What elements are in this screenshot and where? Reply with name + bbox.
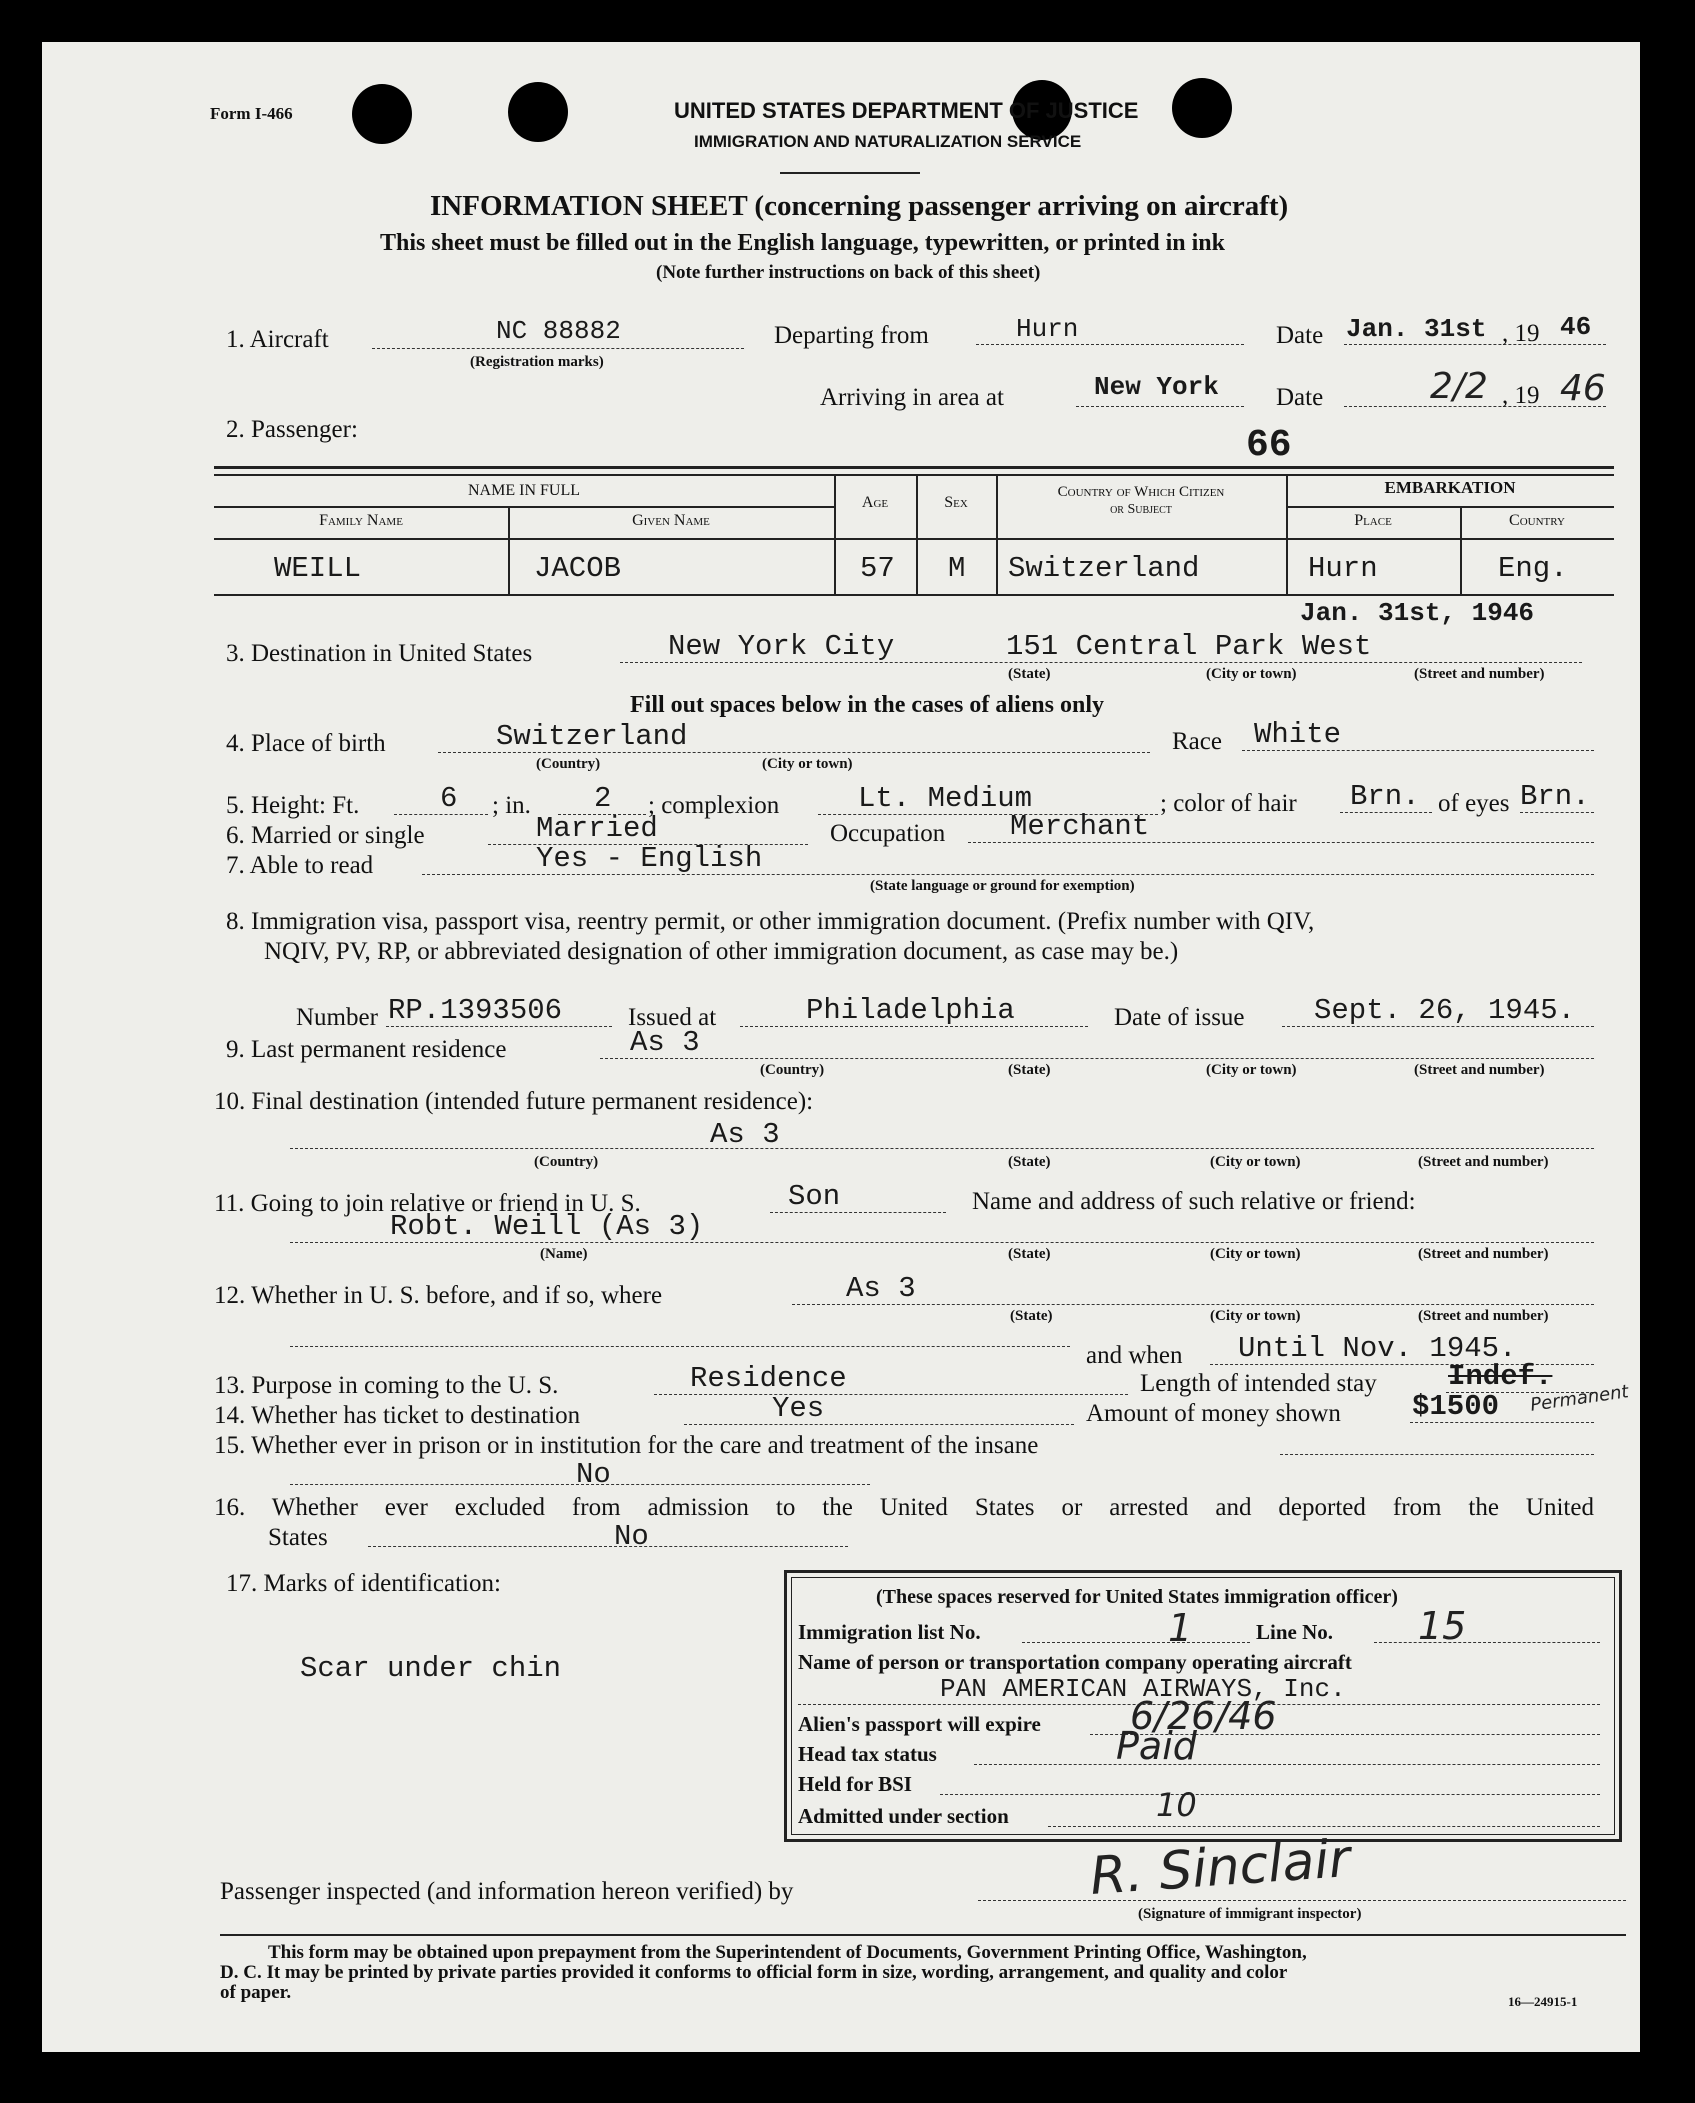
- country-caption: (Country): [760, 1062, 825, 1078]
- state-caption: (State): [1008, 666, 1051, 682]
- item12-label: 12. Whether in U. S. before, and if so, where: [214, 1282, 663, 1309]
- instructions-line: This sheet must be filled out in the English language, typewritten, or printed in ink: [380, 230, 1225, 256]
- registration-caption: (Registration marks): [470, 354, 604, 370]
- aliens-only-heading: Fill out spaces below in the cases of aliens only: [630, 692, 1105, 718]
- item10-label: 10. Final destination (intended future permanent residence):: [214, 1088, 814, 1115]
- country-caption: (Country): [534, 1154, 599, 1170]
- state-caption: (State): [1010, 1308, 1053, 1324]
- service-title: IMMIGRATION AND NATURALIZATION SERVICE: [694, 132, 1082, 151]
- sex-header: Sex: [944, 494, 968, 511]
- item16-label-2: States: [268, 1524, 328, 1551]
- departing-label: Departing from: [774, 322, 929, 349]
- marital-status-value: Married: [536, 812, 658, 845]
- item3-label: 3. Destination in United States: [226, 640, 533, 667]
- footer-line-2: D. C. It may be printed by private parties provided it conforms to official form in size, wording, arrangement, and quality and color: [220, 1962, 1288, 1983]
- money-value: $1500: [1412, 1390, 1500, 1423]
- line-no-label: Line No.: [1256, 1620, 1334, 1644]
- footer-line-3: of paper.: [220, 1982, 292, 2003]
- item8-text-2: NQIV, PV, RP, or abbreviated designation of other immigration document, as case may be.): [264, 938, 1179, 965]
- punch-hole: [1172, 78, 1232, 138]
- item4-label: 4. Place of birth: [226, 730, 386, 757]
- arrival-year-value: 46: [1560, 368, 1606, 409]
- company-label: Name of person or transportation company operating aircraft: [798, 1650, 1352, 1674]
- issued-at-value: Philadelphia: [806, 994, 1015, 1027]
- complexion-label: ; complexion: [648, 792, 780, 819]
- item1-label: 1. Aircraft: [226, 326, 329, 353]
- city-caption: (City or town): [1206, 666, 1297, 682]
- eyes-label: of eyes: [1438, 790, 1510, 817]
- street-caption: (Street and number): [1418, 1154, 1549, 1170]
- purpose-value: Residence: [690, 1362, 847, 1395]
- street-caption: (Street and number): [1414, 666, 1545, 682]
- hair-label: ; color of hair: [1160, 790, 1297, 817]
- embark-place-cell: Hurn: [1308, 552, 1378, 585]
- item9-label: 9. Last permanent residence: [226, 1036, 507, 1063]
- prison-value: No: [576, 1458, 611, 1491]
- inches-label: ; in.: [492, 792, 531, 819]
- street-caption: (Street and number): [1418, 1308, 1549, 1324]
- aircraft-registration-value: NC 88882: [496, 316, 621, 346]
- item14-label: 14. Whether has ticket to destination: [214, 1402, 581, 1429]
- city-caption: (City or town): [762, 756, 853, 772]
- arrival-date-value: 2/2: [1430, 366, 1488, 407]
- state-caption: (State): [1008, 1246, 1051, 1262]
- relative-address-label: Name and address of such relative or friend:: [972, 1188, 1416, 1215]
- item2-label: 2. Passenger:: [226, 416, 358, 443]
- item6-label: 6. Married or single: [226, 822, 425, 849]
- age-header: Age: [861, 494, 889, 511]
- city-caption: (City or town): [1210, 1246, 1301, 1262]
- street-caption: (Street and number): [1414, 1062, 1545, 1078]
- last-residence-value: As 3: [630, 1026, 700, 1059]
- item16-label: 16. Whether ever excluded from admission to the United States or arrested and deported from the United: [214, 1494, 1594, 1521]
- header-rule: [780, 172, 920, 174]
- height-inches-value: 2: [594, 782, 612, 815]
- relative-name-value: Robt. Weill (As 3): [390, 1210, 704, 1243]
- document-number-label: Number: [296, 1004, 378, 1031]
- literacy-value: Yes - English: [536, 842, 763, 875]
- company-value: PAN AMERICAN AIRWAYS, Inc.: [940, 1674, 1346, 1704]
- arriving-value: New York: [1094, 372, 1219, 402]
- punch-hole: [508, 82, 568, 142]
- footer-line-1: This form may be obtained upon prepayment from the Superintendent of Documents, Government Printing Office, Washington,: [268, 1942, 1307, 1963]
- item13-label: 13. Purpose in coming to the U. S.: [214, 1372, 559, 1399]
- complexion-value: Lt. Medium: [858, 782, 1033, 815]
- item15-label: 15. Whether ever in prison or in institution for the care and treatment of the insane: [214, 1432, 1039, 1459]
- stay-value: Indef.: [1448, 1360, 1553, 1393]
- head-tax-label: Head tax status: [798, 1742, 937, 1766]
- inspected-label: Passenger inspected (and information hereon verified) by: [220, 1878, 794, 1905]
- street-caption: (Street and number): [1418, 1246, 1549, 1262]
- departing-value: Hurn: [1016, 314, 1079, 344]
- country-caption: (Country): [536, 756, 601, 772]
- admitted-section-value: 10: [1156, 1786, 1197, 1824]
- excluded-value: No: [614, 1520, 649, 1553]
- race-label: Race: [1172, 728, 1222, 755]
- destination-city-value: New York City: [668, 630, 895, 663]
- signature-caption: (Signature of immigrant inspector): [1138, 1906, 1362, 1922]
- immigration-list-value: 1: [1168, 1606, 1193, 1650]
- line-no-value: 15: [1418, 1604, 1467, 1648]
- race-value: White: [1254, 718, 1342, 751]
- issued-at-label: Issued at: [628, 1004, 717, 1031]
- height-feet-value: 6: [440, 782, 458, 815]
- sheet-title: INFORMATION SHEET (concerning passenger arriving on aircraft): [430, 190, 1289, 222]
- previous-stay-when-value: Until Nov. 1945.: [1238, 1332, 1517, 1365]
- date-of-issue-label: Date of issue: [1114, 1004, 1245, 1031]
- bsi-label: Held for BSI: [798, 1772, 912, 1796]
- instructions-note: (Note further instructions on back of this sheet): [656, 262, 1041, 283]
- state-caption: (State): [1008, 1154, 1051, 1170]
- destination-street-value: 151 Central Park West: [1006, 630, 1372, 663]
- year-prefix: , 19: [1502, 320, 1540, 347]
- state-caption: (State): [1008, 1062, 1051, 1078]
- given-name-cell: JACOB: [534, 552, 622, 585]
- punch-hole: [352, 84, 412, 144]
- birthplace-value: Switzerland: [496, 720, 688, 753]
- city-caption: (City or town): [1210, 1308, 1301, 1324]
- embark-country-cell: Eng.: [1498, 552, 1568, 585]
- age-cell: 57: [860, 552, 895, 585]
- date-of-issue-value: Sept. 26, 1945.: [1314, 994, 1576, 1027]
- item11-label: 11. Going to join relative or friend in U. S.: [214, 1190, 641, 1217]
- item5-label: 5. Height: Ft.: [226, 792, 360, 819]
- passport-expire-value: 6/26/46: [1130, 1694, 1277, 1738]
- literacy-caption: (State language or ground for exemption): [870, 878, 1135, 894]
- country-header: Country: [1509, 512, 1565, 529]
- hair-value: Brn.: [1350, 780, 1420, 813]
- department-title: UNITED STATES DEPARTMENT OF JUSTICE: [674, 98, 1139, 123]
- city-caption: (City or town): [1206, 1062, 1297, 1078]
- inspector-signature: R. Sinclair: [1088, 1828, 1353, 1908]
- year-prefix-2: , 19: [1502, 382, 1540, 409]
- family-name-cell: WEILL: [274, 552, 362, 585]
- citizen-header: Country of Which Citizen: [1057, 484, 1225, 500]
- occupation-label: Occupation: [830, 820, 946, 847]
- citizen-cell: Switzerland: [1008, 552, 1200, 585]
- margin-date-note: Jan. 31st, 1946: [1300, 598, 1535, 628]
- family-name-header: Family Name: [319, 512, 403, 529]
- identification-marks-value: Scar under chin: [300, 1652, 562, 1685]
- passport-expire-label: Alien's passport will expire: [798, 1712, 1041, 1736]
- head-tax-value: Paid: [1116, 1724, 1197, 1768]
- name-in-full-header: NAME IN FULL: [468, 482, 580, 499]
- item8-label: 8. Immigration visa, passport visa, reentry permit, or other immigration document. (Prefix number with QIV,: [226, 908, 1315, 935]
- form-number: Form I-466: [210, 104, 293, 123]
- occupation-value: Merchant: [1010, 810, 1150, 843]
- name-caption: (Name): [540, 1246, 588, 1262]
- item7-label: 7. Able to read: [226, 852, 374, 879]
- document-number-value: RP.1393506: [388, 994, 563, 1027]
- item17-label: 17. Marks of identification:: [226, 1570, 501, 1597]
- date-label: Date: [1276, 322, 1324, 349]
- previous-stay-value: As 3: [846, 1272, 916, 1305]
- stay-label: Length of intended stay: [1140, 1370, 1377, 1397]
- sex-cell: M: [948, 552, 966, 585]
- eyes-value: Brn.: [1520, 780, 1590, 813]
- when-label: and when: [1086, 1342, 1183, 1369]
- footer-rule: [220, 1934, 1626, 1936]
- given-name-header: Given Name: [632, 512, 710, 529]
- departure-year-value: 46: [1560, 312, 1592, 342]
- final-destination-value: As 3: [710, 1118, 780, 1151]
- admitted-section-label: Admitted under section: [798, 1804, 1009, 1828]
- passenger-stamp-number: 66: [1246, 424, 1292, 467]
- arriving-label: Arriving in area at: [820, 384, 1004, 411]
- arrival-date-label: Date: [1276, 384, 1324, 411]
- officer-box-title: (These spaces reserved for United States immigration officer): [876, 1586, 1398, 1608]
- embarkation-header: EMBARKATION: [1384, 478, 1516, 497]
- city-caption: (City or town): [1210, 1154, 1301, 1170]
- place-header: Place: [1354, 512, 1392, 529]
- stay-handwritten-value: Permanent: [1529, 1381, 1630, 1416]
- departure-date-value: Jan. 31st: [1346, 314, 1487, 344]
- subject-header: or Subject: [1110, 502, 1172, 517]
- money-label: Amount of money shown: [1086, 1400, 1341, 1427]
- ticket-value: Yes: [772, 1392, 825, 1425]
- immigration-list-label: Immigration list No.: [798, 1620, 981, 1644]
- form-code: 16—24915-1: [1508, 1994, 1578, 2009]
- relative-relation-value: Son: [788, 1180, 841, 1213]
